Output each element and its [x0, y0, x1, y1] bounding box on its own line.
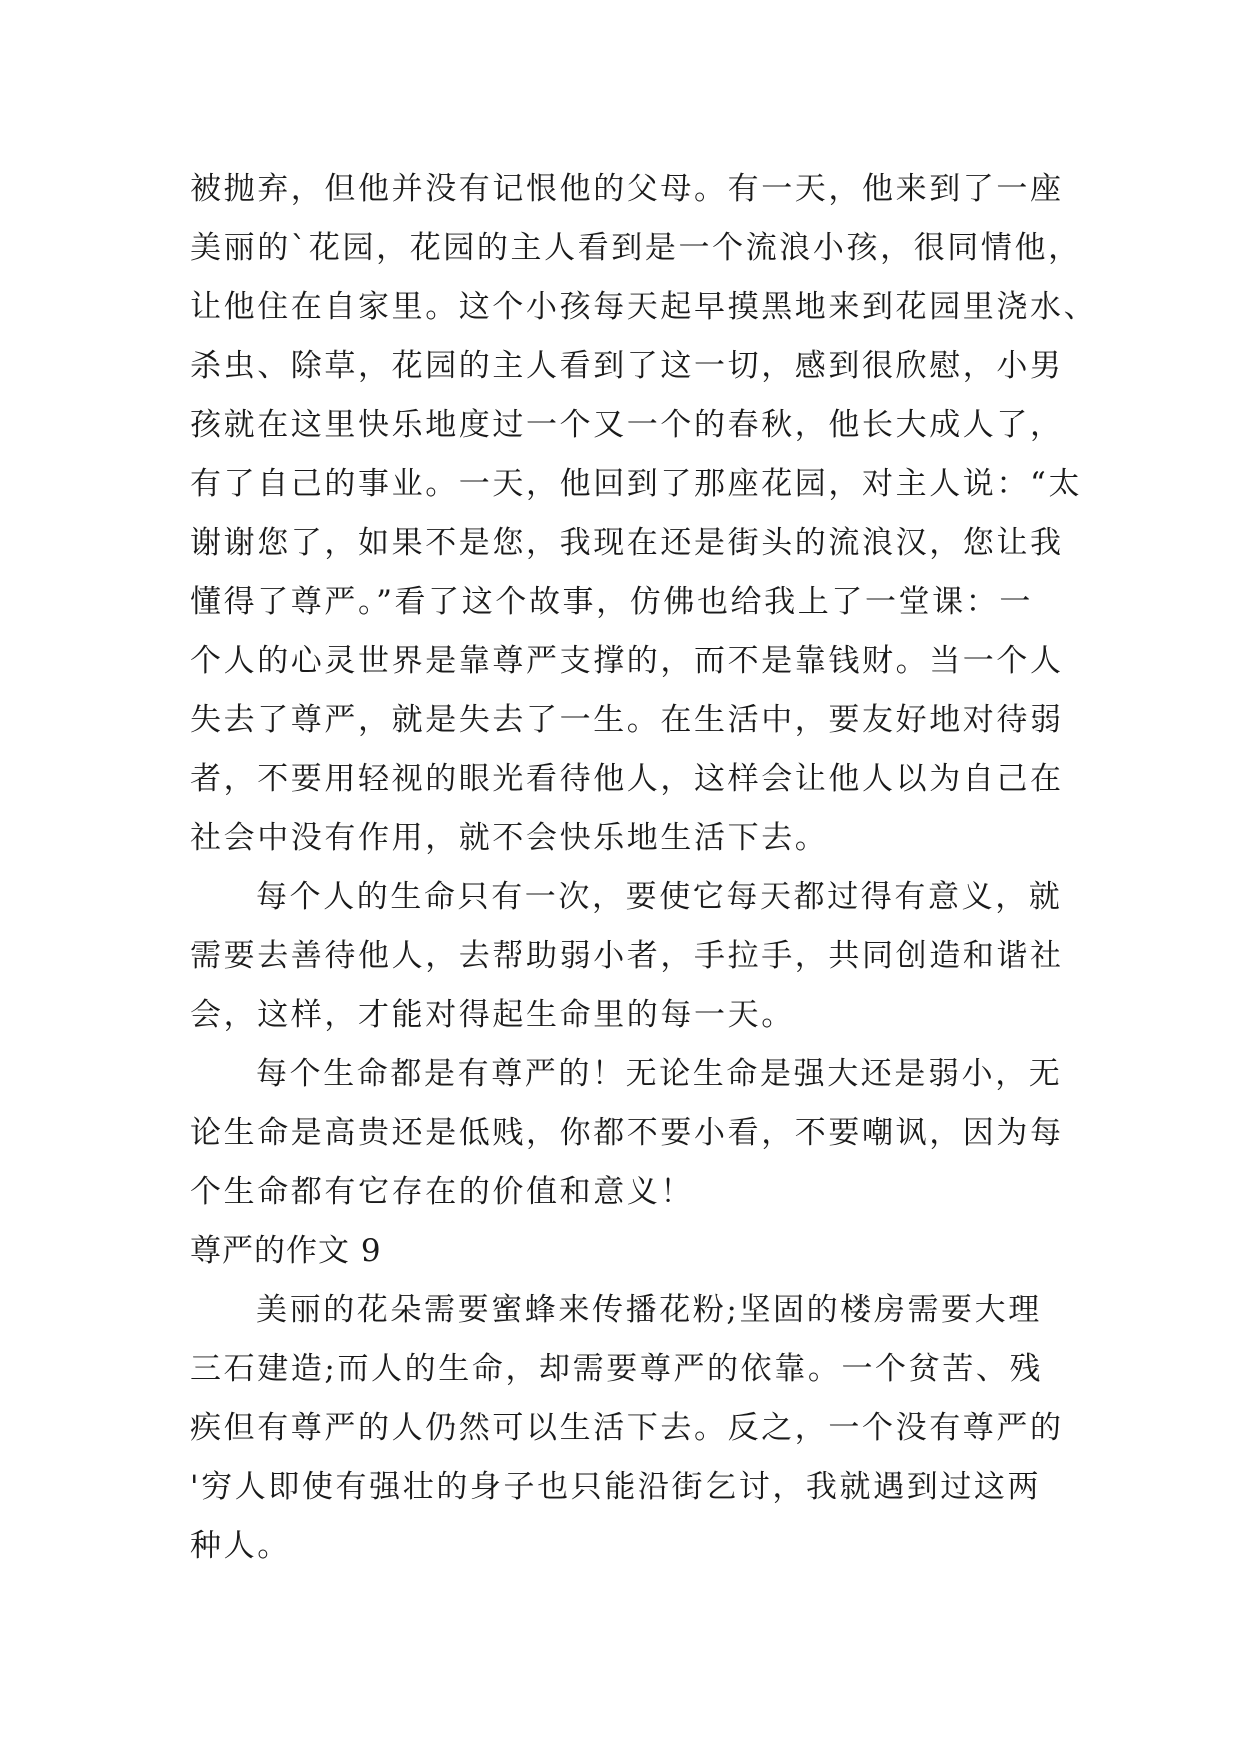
text-line: 三石建造;而人的生命，却需要尊严的依靠。一个贫苦、残: [190, 1351, 1044, 1387]
text-line: 需要去善待他人，去帮助弱小者，手拉手，共同创造和谐社: [190, 938, 1064, 974]
text-line: 让他住在自家里。这个小孩每天起早摸黑地来到花园里浇水、: [190, 289, 1098, 325]
text-line: 谢谢您了，如果不是您，我现在还是街头的流浪汉，您让我: [190, 525, 1064, 561]
paragraph-start-line: 每个人的生命只有一次，要使它每天都过得有意义，就: [256, 879, 1063, 915]
text-line: 会，这样，才能对得起生命里的每一天。: [190, 997, 795, 1033]
paragraph-start-line: 每个生命都是有尊严的！无论生命是强大还是弱小，无: [256, 1056, 1063, 1092]
text-line: 孩就在这里快乐地度过一个又一个的春秋，他长大成人了，: [190, 407, 1064, 443]
text-line: 失去了尊严，就是失去了一生。在生活中，要友好地对待弱: [190, 702, 1064, 738]
text-line: 论生命是高贵还是低贱，你都不要小看，不要嘲讽，因为每: [190, 1115, 1064, 1151]
text-line: 疾但有尊严的人仍然可以生活下去。反之，一个没有尊严的: [190, 1410, 1064, 1446]
essay-text: [190, 160, 1098, 1576]
text-line: 有了自己的事业。一天，他回到了那座花园，对主人说：“太: [190, 466, 1083, 502]
text-line: 种人。: [190, 1528, 291, 1564]
text-line: 个生命都有它存在的价值和意义！: [190, 1174, 694, 1210]
text-line: 懂得了尊严。”看了这个故事，仿佛也给我上了一堂课：一: [190, 584, 1033, 620]
text-line: 被抛弃，但他并没有记恨他的父母。有一天，他来到了一座: [190, 171, 1064, 207]
text-line: 个人的心灵世界是靠尊严支撑的，而不是靠钱财。当一个人: [190, 643, 1064, 679]
text-line: 社会中没有作用，就不会快乐地生活下去。: [190, 820, 829, 856]
paragraph-start-line: 美丽的花朵需要蜜蜂来传播花粉;坚固的楼房需要大理: [256, 1292, 1042, 1328]
section-heading: 尊严的作文 9: [190, 1233, 382, 1269]
text-line: 者，不要用轻视的眼光看待他人，这样会让他人以为自己在: [190, 761, 1064, 797]
text-line: 杀虫、除草，花园的主人看到了这一切，感到很欣慰，小男: [190, 348, 1064, 384]
text-line: 美丽的`花园，花园的主人看到是一个流浪小孩，很同情他，: [190, 230, 1082, 266]
text-line: '穷人即使有强壮的身子也只能沿街乞讨，我就遇到过这两: [190, 1469, 1042, 1505]
